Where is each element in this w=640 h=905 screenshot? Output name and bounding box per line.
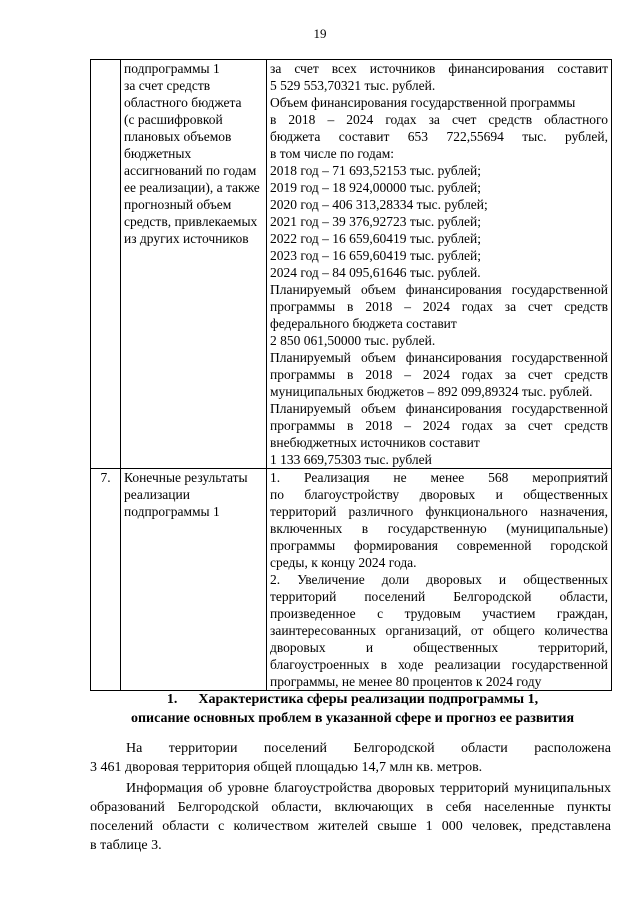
text-line: произведенное с трудовым участием граждан, — [270, 606, 608, 621]
text-line: 2021 год – 39 376,92723 тыс. рублей; — [270, 214, 482, 229]
text-line: программы в 2018 – 2024 годах за счет средств — [270, 367, 608, 382]
text-line: территорий поселений Белгородской области, — [270, 589, 608, 604]
text-line: поселений области с количеством жителей свыше 1 000 человек, представлена — [90, 819, 611, 834]
text-line: дворовых и общественных территорий, — [270, 640, 608, 655]
text-line: внебюджетных источников составит — [270, 435, 480, 450]
text-line: Планируемый объем финансирования государственной — [270, 282, 608, 297]
section-heading-line: описание основных проблем в указанной сфере и прогноз ее развития — [130, 711, 575, 726]
label-line: Конечные результаты — [124, 470, 248, 485]
label-line: областного бюджета — [124, 95, 242, 110]
text-line: в таблице 3. — [90, 838, 162, 853]
text-line: программы, не менее 80 процентов к 2024 году — [270, 674, 542, 689]
text-line: 2018 год – 71 693,52153 тыс. рублей; — [270, 163, 482, 178]
text-line: Объем финансирования государственной программы — [270, 95, 576, 110]
label-line: подпрограммы 1 — [124, 504, 220, 519]
label-line: средств, привлекаемых — [124, 214, 258, 229]
text-line: 2023 год – 16 659,60419 тыс. рублей; — [270, 248, 482, 263]
paragraph-information — [90, 779, 611, 855]
text-line: за счет всех источников финансирования составит — [270, 61, 608, 76]
section-heading — [90, 690, 615, 728]
text-line: заинтересованных организаций, от общего количества — [270, 623, 608, 638]
text-line: включенных в государственную (муниципальные) — [270, 521, 608, 536]
label-line: (с расшифровкой — [124, 112, 223, 127]
text-line: в 2018 – 2024 годах за счет средств областного — [270, 112, 608, 127]
text-line: 2019 год – 18 924,00000 тыс. рублей; — [270, 180, 482, 195]
label-line: из других источников — [124, 231, 249, 246]
table-row-funding — [91, 60, 612, 469]
section-heading-line: 1. Характеристика сферы реализации подпрограммы 1, — [166, 692, 539, 707]
row-number-cell — [91, 60, 121, 469]
text-line: по благоустройству дворовых и общественных — [270, 487, 608, 502]
label-line: за счет средств — [124, 78, 211, 93]
page-number: 19 — [313, 26, 327, 41]
text-line: программы формирования современной городской — [270, 538, 608, 553]
text-line: среды, к концу 2024 года. — [270, 555, 417, 570]
text-line: муниципальных бюджетов – 892 099,89324 тыс. рублей. — [270, 384, 593, 399]
text-line: 2 850 061,50000 тыс. рублей. — [270, 333, 436, 348]
text-line: 2. Увеличение доли дворовых и общественных — [270, 572, 608, 587]
row-number-cell: 7. — [91, 469, 121, 691]
text-line: 2022 год – 16 659,60419 тыс. рублей; — [270, 231, 482, 246]
passport-table — [90, 59, 612, 691]
label-line: подпрограммы 1 — [124, 61, 220, 76]
text-line: Информация об уровне благоустройства дворовых территорий муниципальных — [126, 781, 611, 796]
row-content-cell — [267, 469, 612, 691]
label-line: ее реализации), а также — [124, 180, 260, 195]
label-line: реализации — [124, 487, 190, 502]
text-line: На территории поселений Белгородской области расположена — [126, 741, 611, 756]
paragraph-territories — [90, 739, 611, 777]
label-line: прогнозный объем — [124, 197, 232, 212]
text-line: 3 461 дворовая территория общей площадью 14,7 млн кв. метров. — [90, 760, 483, 775]
row-label-cell — [121, 60, 267, 469]
text-line: 1 133 669,75303 тыс. рублей — [270, 452, 432, 467]
text-line: федерального бюджета составит — [270, 316, 457, 331]
text-line: Планируемый объем финансирования государственной — [270, 350, 608, 365]
label-line: ассигнований по годам — [124, 163, 257, 178]
row-label-cell — [121, 469, 267, 691]
text-line: 5 529 553,70321 тыс. рублей. — [270, 78, 436, 93]
text-line: Планируемый объем финансирования государственной — [270, 401, 608, 416]
text-line: благоустроенных в ходе реализации государственной — [270, 657, 608, 672]
label-line: плановых объемов — [124, 129, 232, 144]
text-line: образований Белгородской области, включающих в себя населенные пункты — [90, 800, 611, 815]
text-line: территорий различного функционального назначения, — [270, 504, 608, 519]
text-line: 1. Реализация не менее 568 мероприятий — [270, 470, 608, 485]
text-line: бюджета составит 653 722,55694 тыс. рублей, — [270, 129, 608, 144]
label-line: бюджетных — [124, 146, 192, 161]
text-line: 2020 год – 406 313,28334 тыс. рублей; — [270, 197, 488, 212]
row-content-cell — [267, 60, 612, 469]
text-line: 2024 год – 84 095,61646 тыс. рублей. — [270, 265, 481, 280]
text-line: программы в 2018 – 2024 годах за счет средств — [270, 299, 608, 314]
text-line: в том числе по годам: — [270, 146, 395, 161]
table-row-results — [91, 469, 612, 691]
text-line: программы в 2018 – 2024 годах за счет средств — [270, 418, 608, 433]
